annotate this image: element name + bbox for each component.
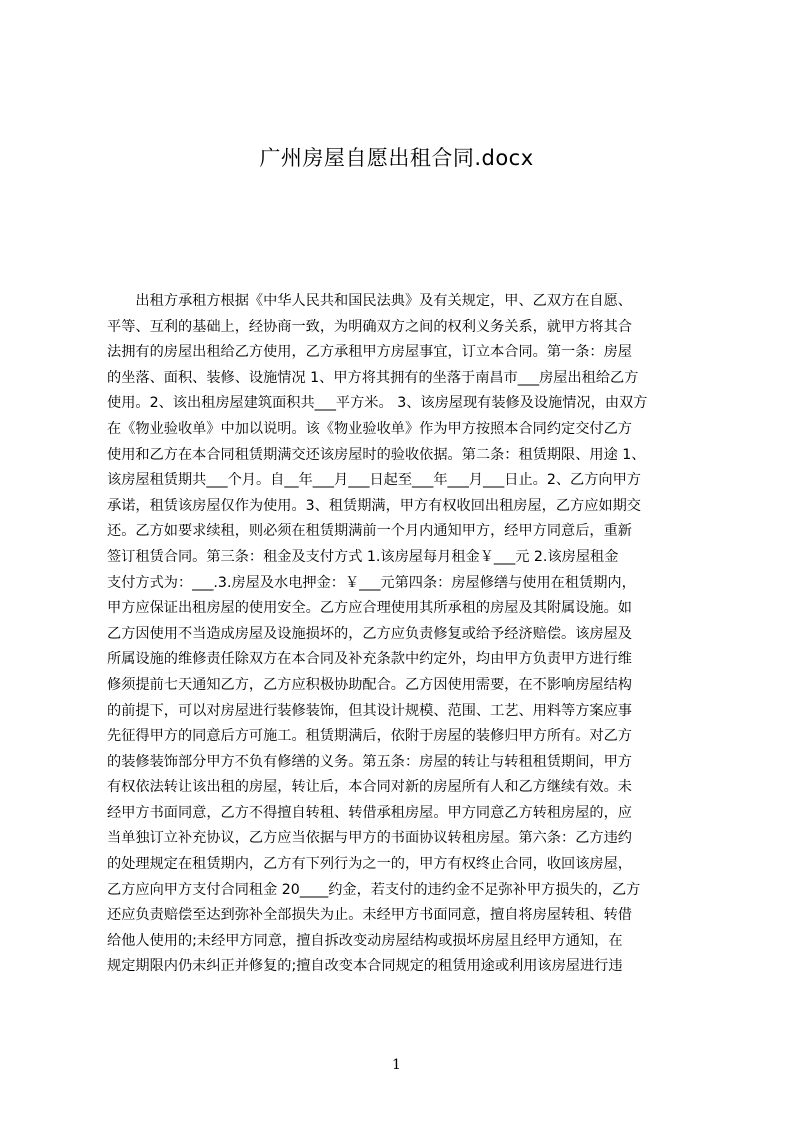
body-line: 承诺，租赁该房屋仅作为使用。3、租赁期满，甲方有权收回出租房屋，乙方应如期交: [107, 497, 641, 514]
body-line: 有权依法转让该出租的房屋，转让后，本合同对新的房屋所有人和乙方继续有效。未: [107, 779, 632, 796]
body-line: 的装修装饰部分甲方不负有修缮的义务。第五条：房屋的转让与转租租赁期间，甲方: [107, 753, 632, 770]
contract-body: [107, 289, 699, 1049]
body-line: 还应负责赔偿至达到弥补全部损失为止。未经甲方书面同意，擅自将房屋转租、转借: [107, 907, 632, 924]
body-line: 支付方式为：___.3.房屋及水电押金：￥___元第四条：房屋修缮与使用在租赁期内，: [107, 574, 636, 591]
body-line: 的处理规定在租赁期内，乙方有下列行为之一的，甲方有权终止合同，收回该房屋，: [107, 856, 632, 873]
body-line: 法拥有的房屋出租给乙方使用，乙方承租甲方房屋事宜，订立本合同。第一条：房屋: [107, 344, 632, 361]
body-line: 修须提前七天通知乙方，乙方应积极协助配合。乙方因使用需要，在不影响房屋结构: [107, 676, 632, 693]
body-line: 平等、互利的基础上，经协商一致，为明确双方之间的权利义务关系，就甲方将其合: [107, 318, 632, 335]
body-line: 签订租赁合同。第三条：租金及支付方式 1.该房屋每月租金￥___元 2.该房屋租金: [107, 548, 619, 565]
body-line: 乙方因使用不当造成房屋及设施损坏的，乙方应负责修复或给予经济赔偿。该房屋及: [107, 625, 632, 642]
body-line: 的坐落、面积、装修、设施情况 1、甲方将其拥有的坐落于南昌市___房屋出租给乙方: [107, 369, 639, 386]
body-line: 使用。2、该出租房屋建筑面积共___平方米。 3、该房屋现有装修及设施情况，由双方: [107, 395, 648, 412]
body-line: 所属设施的维修责任除双方在本合同及补充条款中约定外，均由甲方负责甲方进行维: [107, 651, 632, 668]
page-number: 1: [392, 1057, 401, 1073]
body-line: 使用和乙方在本合同租赁期满交还该房屋时的验收依据。第二条：租赁期限、用途 1、: [107, 446, 646, 463]
body-line: 给他人使用的;未经甲方同意，擅自拆改变动房屋结构或损坏房屋且经甲方通知，在: [107, 932, 623, 949]
body-line: 该房屋租赁期共___个月。自__年___月___日起至___年___月___日止。2、乙方向甲方: [107, 472, 641, 489]
body-line: 甲方应保证出租房屋的使用安全。乙方应合理使用其所承租的房屋及其附属设施。如: [107, 600, 632, 617]
body-line: 的前提下，可以对房屋进行装修装饰，但其设计规模、范围、工艺、用料等方案应事: [107, 702, 632, 719]
body-line: 经甲方书面同意，乙方不得擅自转租、转借承租房屋。甲方同意乙方转租房屋的，应: [107, 804, 632, 821]
body-line: 乙方应向甲方支付合同租金 20____约金，若支付的违约金不足弥补甲方损失的，乙方: [107, 881, 641, 898]
body-line: 还。乙方如要求续租，则必须在租赁期满前一个月内通知甲方，经甲方同意后，重新: [107, 523, 632, 540]
body-line: 在《物业验收单》中加以说明。该《物业验收单》作为甲方按照本合同约定交付乙方: [107, 420, 632, 437]
document-title: 广州房屋自愿出租合同.docx: [259, 146, 534, 170]
body-line: 当单独订立补充协议，乙方应当依据与甲方的书面协议转租房屋。第六条：乙方违约: [107, 830, 632, 847]
body-line: 先征得甲方的同意后方可施工。租赁期满后，依附于房屋的装修归甲方所有。对乙方: [107, 728, 632, 745]
body-line: 规定期限内仍未纠正并修复的;擅自改变本合同规定的租赁用途或利用该房屋进行违: [107, 958, 623, 975]
body-line: 出租方承租方根据《中华人民共和国民法典》及有关规定，甲、乙双方在自愿、: [107, 293, 632, 309]
